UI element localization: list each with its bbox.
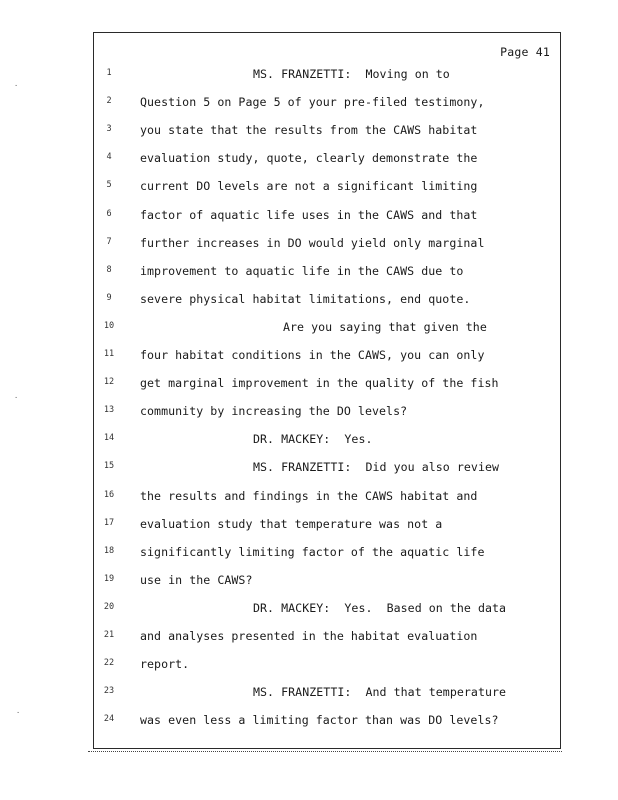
line-text: you state that the results from the CAWS habitat (140, 123, 478, 138)
transcript-line (94, 205, 560, 225)
line-text: MS. FRANZETTI: And that temperature (253, 685, 507, 700)
line-text: was even less a limiting factor than was DO levels? (140, 713, 499, 728)
scan-artifact: . (14, 80, 19, 88)
line-text: Question 5 on Page 5 of your pre-filed testimony, (140, 95, 485, 110)
line-text: Are you saying that given the (283, 319, 487, 334)
line-text: further increases in DO would yield only marginal (140, 235, 485, 250)
line-number: 2 (106, 96, 112, 107)
line-text: current DO levels are not a significant limiting (140, 179, 478, 194)
transcript-line (94, 710, 560, 730)
line-number: 13 (103, 405, 115, 416)
transcript-line (94, 542, 560, 562)
line-text: get marginal improvement in the quality of the fish (140, 376, 499, 391)
line-text: DR. MACKEY: Yes. (253, 432, 373, 447)
transcript-line (94, 261, 560, 281)
line-text: improvement to aquatic life in the CAWS due to (140, 263, 464, 278)
transcript-page (93, 32, 561, 749)
transcript-line (94, 654, 560, 674)
transcript-line (94, 429, 560, 449)
line-text: factor of aquatic life uses in the CAWS and that (140, 207, 478, 222)
line-number: 3 (106, 124, 112, 135)
line-number: 1 (106, 68, 112, 78)
line-number: 6 (106, 208, 112, 219)
page-number: Page 41 (500, 45, 550, 59)
transcript-line (94, 233, 560, 253)
line-number: 19 (103, 573, 115, 584)
line-text: four habitat conditions in the CAWS, you can only (140, 348, 485, 362)
line-text: evaluation study that temperature was not a (140, 516, 443, 531)
line-number: 22 (103, 658, 115, 669)
line-text: community by increasing the DO levels? (140, 404, 408, 419)
transcript-line (94, 373, 560, 393)
line-number: 9 (106, 292, 112, 303)
transcript-line (94, 598, 560, 618)
transcript-line (94, 289, 560, 309)
transcript-line (94, 457, 560, 477)
line-text: and analyses presented in the habitat evaluation (140, 629, 478, 643)
line-number: 18 (103, 545, 115, 556)
scan-artifact: . (14, 392, 19, 400)
line-number: 17 (103, 517, 115, 528)
line-number: 4 (106, 152, 112, 163)
line-number: 5 (106, 180, 112, 191)
transcript-line (94, 570, 560, 590)
transcript-line (94, 682, 560, 702)
transcript-line (94, 92, 560, 112)
transcript-line (94, 401, 560, 421)
line-text: severe physical habitat limitations, end quote. (140, 291, 471, 306)
line-number: 7 (106, 236, 112, 247)
transcript-line (94, 120, 560, 140)
line-number: 15 (103, 461, 115, 472)
transcript-line (94, 626, 560, 646)
line-number: 10 (103, 320, 115, 331)
line-text: significantly limiting factor of the aquatic life (140, 544, 485, 559)
transcript-line (94, 486, 560, 506)
line-number: 20 (103, 601, 115, 612)
line-number: 16 (103, 489, 115, 500)
bottom-rule (88, 751, 562, 752)
line-text: use in the CAWS? (140, 572, 253, 587)
transcript-line (94, 64, 560, 84)
line-number: 8 (106, 264, 112, 275)
transcript-line (94, 148, 560, 168)
transcript-line (94, 317, 560, 337)
line-number: 11 (103, 349, 115, 359)
line-text: the results and findings in the CAWS habitat and (140, 488, 478, 503)
line-text: report. (140, 657, 190, 672)
line-number: 14 (103, 433, 115, 444)
transcript-line (94, 176, 560, 196)
line-text: MS. FRANZETTI: Moving on to (253, 67, 450, 81)
line-text: MS. FRANZETTI: Did you also review (253, 460, 500, 475)
line-number: 23 (103, 686, 115, 697)
transcript-line (94, 345, 560, 365)
line-text: evaluation study, quote, clearly demonstrate the (140, 151, 478, 166)
line-number: 24 (103, 714, 115, 725)
line-text: DR. MACKEY: Yes. Based on the data (253, 600, 507, 615)
line-number: 21 (103, 630, 115, 640)
line-number: 12 (103, 377, 115, 388)
transcript-line (94, 514, 560, 534)
scan-artifact: . (16, 707, 21, 715)
